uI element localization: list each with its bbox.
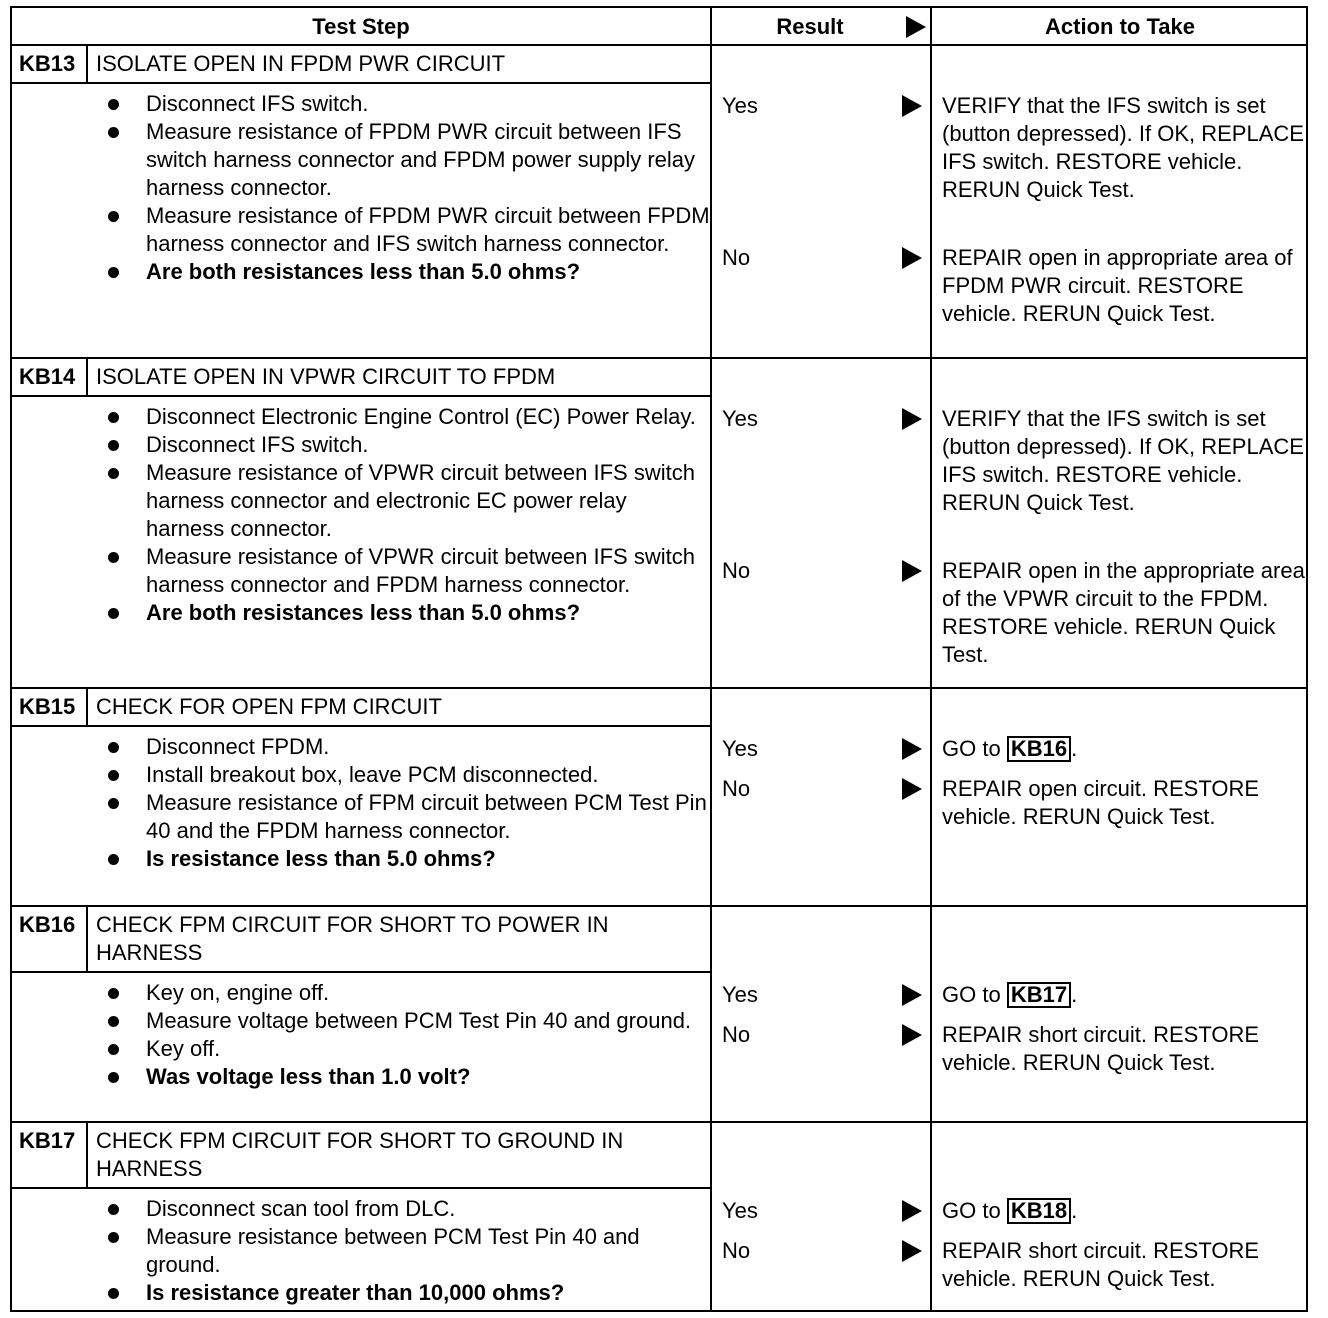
step-list	[12, 90, 710, 286]
goto-suffix: .	[1071, 982, 1078, 1007]
action-yes	[942, 981, 1306, 1009]
arrow-icon	[902, 95, 922, 117]
diagnostic-table	[10, 6, 1308, 1312]
step-item: Key on, engine off.	[12, 979, 710, 1007]
test-row-kb14	[12, 359, 1306, 689]
result-no-label: No	[722, 558, 751, 583]
test-row-kb16	[12, 907, 1306, 1123]
step-question: Was voltage less than 1.0 volt?	[12, 1063, 710, 1091]
step-item: Measure resistance of VPWR circuit between IFS switch harness connector and FPDM harness connector.	[12, 543, 710, 599]
step-item: Disconnect IFS switch.	[12, 90, 710, 118]
step-list	[12, 733, 710, 873]
header-result: Result	[776, 14, 844, 39]
step-title	[12, 359, 710, 397]
step-item: Disconnect IFS switch.	[12, 431, 710, 459]
step-list	[12, 979, 710, 1091]
result-yes-label: Yes	[722, 736, 758, 761]
goto-suffix: .	[1071, 736, 1078, 761]
goto-kb17-link[interactable]: KB17	[1007, 982, 1071, 1008]
step-item: Measure resistance between PCM Test Pin 40 and ground.	[12, 1223, 710, 1279]
step-id: KB15	[12, 689, 88, 725]
arrow-icon	[902, 408, 922, 430]
result-no-label: No	[722, 1022, 751, 1047]
step-item: Key off.	[12, 1035, 710, 1063]
test-row-kb13	[12, 46, 1306, 359]
header-action: Action to Take	[1045, 14, 1195, 39]
step-title-text: CHECK FOR OPEN FPM CIRCUIT	[96, 694, 442, 719]
result-no-label: No	[722, 776, 751, 801]
step-question: Is resistance less than 5.0 ohms?	[12, 845, 710, 873]
test-row-kb17	[12, 1123, 1306, 1310]
step-question: Is resistance greater than 10,000 ohms?	[12, 1279, 710, 1307]
step-title-text: CHECK FPM CIRCUIT FOR SHORT TO GROUND IN HARNESS	[96, 1128, 624, 1181]
step-title-text: ISOLATE OPEN IN VPWR CIRCUIT TO FPDM	[96, 364, 556, 389]
step-id: KB17	[12, 1123, 88, 1187]
arrow-icon	[902, 560, 922, 582]
step-title-text: ISOLATE OPEN IN FPDM PWR CIRCUIT	[96, 51, 506, 76]
step-title	[12, 46, 710, 84]
step-question: Are both resistances less than 5.0 ohms?	[12, 258, 710, 286]
goto-prefix: GO to	[942, 736, 1001, 761]
goto-prefix: GO to	[942, 1198, 1001, 1223]
step-title	[12, 907, 710, 973]
action-yes	[942, 735, 1306, 763]
step-list	[12, 1195, 710, 1307]
step-item: Measure resistance of FPM circuit between PCM Test Pin 40 and the FPDM harness connector.	[12, 789, 710, 845]
arrow-icon	[902, 1240, 922, 1262]
result-yes-label: Yes	[722, 982, 758, 1007]
arrow-icon	[902, 1024, 922, 1046]
result-yes-label: Yes	[722, 93, 758, 118]
table-header	[12, 8, 1306, 46]
goto-kb18-link[interactable]: KB18	[1007, 1198, 1071, 1224]
step-item: Measure resistance of FPDM PWR circuit between FPDM harness connector and IFS switch harness connector.	[12, 202, 710, 258]
action-yes	[942, 1197, 1306, 1225]
arrow-icon	[902, 984, 922, 1006]
step-title	[12, 1123, 710, 1189]
step-item: Disconnect FPDM.	[12, 733, 710, 761]
step-id: KB16	[12, 907, 88, 971]
action-no: REPAIR open circuit. RESTORE vehicle. RERUN Quick Test.	[942, 776, 1260, 829]
step-question: Are both resistances less than 5.0 ohms?	[12, 599, 710, 627]
goto-prefix: GO to	[942, 982, 1001, 1007]
test-row-kb15	[12, 689, 1306, 907]
step-item: Measure resistance of FPDM PWR circuit between IFS switch harness connector and FPDM power supply relay harness connector.	[12, 118, 710, 202]
arrow-icon	[902, 778, 922, 800]
goto-kb16-link[interactable]: KB16	[1007, 736, 1071, 762]
step-item: Install breakout box, leave PCM disconnected.	[12, 761, 710, 789]
step-item: Disconnect Electronic Engine Control (EC) Power Relay.	[12, 403, 710, 431]
result-no-label: No	[722, 1238, 751, 1263]
step-item: Disconnect scan tool from DLC.	[12, 1195, 710, 1223]
result-no-label: No	[722, 245, 751, 270]
step-list	[12, 403, 710, 627]
action-yes: VERIFY that the IFS switch is set (button depressed). If OK, REPLACE IFS switch. RESTORE vehicle. RERUN Quick Test.	[942, 406, 1304, 515]
result-yes-label: Yes	[722, 406, 758, 431]
result-yes-label: Yes	[722, 1198, 758, 1223]
step-title	[12, 689, 710, 727]
goto-suffix: .	[1071, 1198, 1078, 1223]
header-arrow-icon	[906, 16, 926, 38]
arrow-icon	[902, 1200, 922, 1222]
step-id: KB14	[12, 359, 88, 395]
arrow-icon	[902, 738, 922, 760]
action-no: REPAIR short circuit. RESTORE vehicle. RERUN Quick Test.	[942, 1238, 1260, 1291]
header-test-step: Test Step	[312, 14, 410, 39]
step-item: Measure voltage between PCM Test Pin 40 and ground.	[12, 1007, 710, 1035]
arrow-icon	[902, 247, 922, 269]
step-id: KB13	[12, 46, 88, 82]
action-yes: VERIFY that the IFS switch is set (button depressed). If OK, REPLACE IFS switch. RESTORE vehicle. RERUN Quick Test.	[942, 93, 1304, 202]
action-no: REPAIR open in appropriate area of FPDM PWR circuit. RESTORE vehicle. RERUN Quick Test.	[942, 245, 1293, 326]
action-no: REPAIR open in the appropriate area of the VPWR circuit to the FPDM. RESTORE vehicle. RERUN Quick Test.	[942, 558, 1305, 667]
step-title-text: CHECK FPM CIRCUIT FOR SHORT TO POWER IN HARNESS	[96, 912, 609, 965]
step-item: Measure resistance of VPWR circuit between IFS switch harness connector and electronic EC power relay harness connector.	[12, 459, 710, 543]
action-no: REPAIR short circuit. RESTORE vehicle. RERUN Quick Test.	[942, 1022, 1260, 1075]
